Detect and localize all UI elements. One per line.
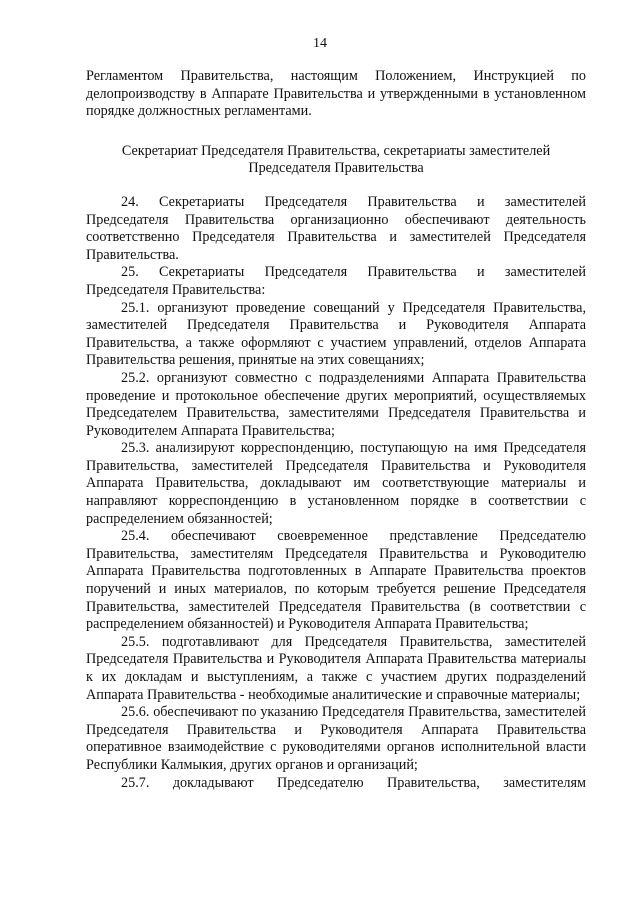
- document-body: [86, 68, 586, 792]
- paragraph-25-6: 25.6. обеспечивают по указанию Председателя Правительства, заместителей Председателя Правительства и Руководителя Аппарата Правительства оперативное взаимодействие с руководителями органов исполнительной власти Республики Калмыкия, других органов и организаций;: [86, 704, 586, 773]
- paragraph-25-2: 25.2. организуют совместно с подразделениями Аппарата Правительства проведение и протокольное обеспечение других мероприятий, осуществляемых Председателем Правительства, заместителями Председателя Правительства и Руководителем Аппарата Правительства;: [86, 369, 586, 439]
- paragraph-25-1: 25.1. организуют проведение совещаний у Председателя Правительства, заместителей Председателя Правительства и Руководителя Аппарата Правительства, а также оформляют с участием управлений, отделов Аппарата Правительства решения, принятые на этих совещаниях;: [86, 299, 586, 369]
- paragraph-25-5: 25.5. подготавливают для Председателя Правительства, заместителей Председателя Правительства и Руководителя Аппарата Правительства материалы к их докладам и выступлениям, а также с участием других подразделений Аппарата Правительства - необходимые аналитические и справочные материалы;: [86, 633, 586, 703]
- paragraph-25-4: 25.4. обеспечивают своевременное представление Председателю Правительства, заместителям Председателя Правительства и Руководителю Аппарата Правительства подготовленных в Аппарате Правительства проектов поручений и иных материалов, по которым требуется решение Председателя Правительства, заместителей Председателя Правительства (в соответствии с распределением обязанностей) и Руководителя Аппарата Правительства;: [86, 528, 586, 633]
- paragraph-25: 25. Секретариаты Председателя Правительства и заместителей Председателя Правительства:: [86, 264, 586, 298]
- page-number: 14: [313, 36, 327, 51]
- paragraph-25-3: 25.3. анализируют корреспонденцию, поступающую на имя Председателя Правительства, заместителей Председателя Правительства и Руководителя Аппарата Правительства, докладывают им соответствующие материалы и направляют корреспонденцию в установленном порядке в соответствии с распределением обязанностей;: [86, 440, 586, 527]
- paragraph-24: 24. Секретариаты Председателя Правительства и заместителей Председателя Правительства организационно обеспечивают деятельность соответственно Председателя Правительства и заместителей Председателя Правительства.: [86, 193, 586, 263]
- section-heading: Секретариат Председателя Правительства, секретариаты заместителей Председателя Правительства: [121, 142, 551, 177]
- intro-paragraph: Регламентом Правительства, настоящим Положением, Инструкцией по делопроизводству в Аппарате Правительства и утвержденными в установленном порядке должностных регламентами.: [86, 68, 586, 120]
- paragraph-25-7: 25.7. докладывают Председателю Правительства, заместителям: [121, 774, 586, 791]
